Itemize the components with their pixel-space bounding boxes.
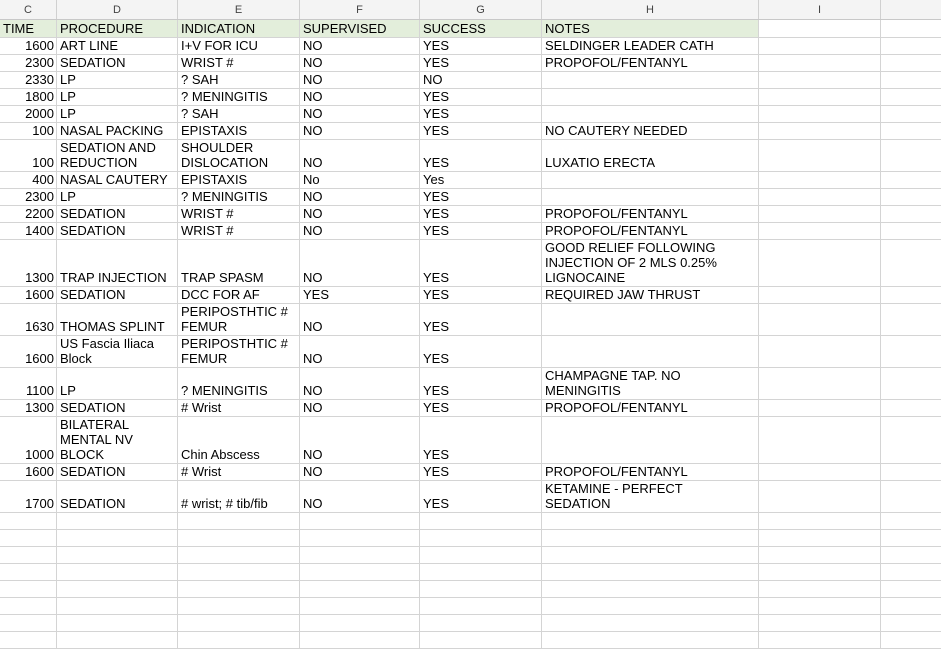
cell-success[interactable]: YES <box>420 106 542 122</box>
table-row <box>0 240 941 287</box>
cell-supervised[interactable]: NO <box>300 417 420 463</box>
cell-empty[interactable] <box>881 123 941 139</box>
cell-indication[interactable]: TRAP SPASM <box>178 240 300 286</box>
table-row <box>0 336 941 368</box>
cell-procedure[interactable]: SEDATION <box>57 481 178 512</box>
cell-empty[interactable] <box>300 564 420 580</box>
cell-empty[interactable] <box>759 223 881 239</box>
cell-empty[interactable] <box>881 20 941 37</box>
cell-supervised[interactable]: NO <box>300 206 420 222</box>
cell-indication[interactable]: PERIPOSTHTIC # FEMUR <box>178 336 300 367</box>
column-header-f[interactable]: F <box>300 0 420 19</box>
cell-time[interactable]: 1800 <box>0 89 57 105</box>
header-row <box>0 20 941 38</box>
cell-empty[interactable] <box>0 632 57 648</box>
column-header-c[interactable]: C <box>0 0 57 19</box>
cell-empty[interactable] <box>881 336 941 367</box>
table-row <box>0 72 941 89</box>
cell-procedure[interactable]: SEDATION <box>57 55 178 71</box>
column-header-bar <box>0 0 941 20</box>
cell-indication[interactable]: ? MENINGITIS <box>178 368 300 399</box>
cell-empty[interactable] <box>300 513 420 529</box>
cell-supervised[interactable]: NO <box>300 38 420 54</box>
cell-empty[interactable] <box>542 598 759 614</box>
cell-success[interactable]: Yes <box>420 172 542 188</box>
cell-time[interactable]: 2300 <box>0 189 57 205</box>
cell-grid <box>0 20 941 649</box>
empty-row <box>0 632 941 649</box>
column-header-h[interactable]: H <box>542 0 759 19</box>
cell-indication[interactable]: SHOULDER DISLOCATION <box>178 140 300 171</box>
cell-empty[interactable] <box>881 55 941 71</box>
cell-empty[interactable] <box>57 530 178 546</box>
cell-indication[interactable]: PERIPOSTHTIC # FEMUR <box>178 304 300 335</box>
cell-notes[interactable] <box>542 304 759 335</box>
cell-time[interactable]: 100 <box>0 123 57 139</box>
cell-empty[interactable] <box>881 89 941 105</box>
cell-empty[interactable] <box>178 615 300 631</box>
cell-empty[interactable] <box>542 547 759 563</box>
cell-empty[interactable] <box>178 513 300 529</box>
column-header-i[interactable]: I <box>759 0 881 19</box>
cell-notes[interactable] <box>542 336 759 367</box>
cell-procedure[interactable]: BILATERAL MENTAL NV BLOCK <box>57 417 178 463</box>
column-header-d[interactable]: D <box>57 0 178 19</box>
table-row <box>0 189 941 206</box>
cell-success[interactable]: YES <box>420 400 542 416</box>
cell-empty[interactable] <box>178 530 300 546</box>
cell-time[interactable]: 2300 <box>0 55 57 71</box>
cell-empty[interactable] <box>420 632 542 648</box>
cell-empty[interactable] <box>881 632 941 648</box>
empty-row <box>0 615 941 632</box>
cell-procedure[interactable]: SEDATION <box>57 400 178 416</box>
cell-notes[interactable]: LUXATIO ERECTA <box>542 140 759 171</box>
cell-indication[interactable]: WRIST # <box>178 206 300 222</box>
table-row <box>0 38 941 55</box>
cell-procedure[interactable]: NASAL PACKING <box>57 123 178 139</box>
cell-empty[interactable] <box>420 547 542 563</box>
column-header-j[interactable] <box>881 0 941 19</box>
cell-empty[interactable] <box>57 598 178 614</box>
cell-success[interactable]: YES <box>420 38 542 54</box>
cell-empty[interactable] <box>881 464 941 480</box>
cell-empty[interactable] <box>542 564 759 580</box>
cell-empty[interactable] <box>759 38 881 54</box>
cell-procedure[interactable]: LP <box>57 189 178 205</box>
cell-empty[interactable] <box>759 615 881 631</box>
cell-indication[interactable]: WRIST # <box>178 223 300 239</box>
cell-empty[interactable] <box>881 189 941 205</box>
cell-empty[interactable] <box>178 632 300 648</box>
cell-empty[interactable] <box>542 581 759 597</box>
cell-supervised[interactable]: No <box>300 172 420 188</box>
cell-success[interactable]: NO <box>420 72 542 88</box>
cell-empty[interactable] <box>881 598 941 614</box>
cell-empty[interactable] <box>420 598 542 614</box>
cell-time[interactable]: 1600 <box>0 287 57 303</box>
cell-notes[interactable] <box>542 417 759 463</box>
cell-time[interactable]: 1400 <box>0 223 57 239</box>
cell-success[interactable]: YES <box>420 140 542 171</box>
cell-notes[interactable]: CHAMPAGNE TAP. NO MENINGITIS <box>542 368 759 399</box>
empty-row <box>0 581 941 598</box>
cell-indication[interactable]: ? SAH <box>178 72 300 88</box>
cell-empty[interactable] <box>759 189 881 205</box>
cell-empty[interactable] <box>881 206 941 222</box>
cell-empty[interactable] <box>881 240 941 286</box>
cell-supervised[interactable]: NO <box>300 464 420 480</box>
cell-empty[interactable] <box>178 581 300 597</box>
cell-time[interactable]: 400 <box>0 172 57 188</box>
cell-empty[interactable] <box>0 564 57 580</box>
cell-empty[interactable] <box>57 632 178 648</box>
table-row <box>0 304 941 336</box>
cell-empty[interactable] <box>881 72 941 88</box>
cell-empty[interactable] <box>881 581 941 597</box>
cell-indication[interactable]: WRIST # <box>178 55 300 71</box>
cell-success[interactable]: YES <box>420 417 542 463</box>
cell-notes[interactable] <box>542 172 759 188</box>
cell-empty[interactable] <box>881 513 941 529</box>
cell-empty[interactable] <box>759 123 881 139</box>
cell-header-supervised[interactable]: SUPERVISED <box>300 20 420 37</box>
cell-empty[interactable] <box>881 547 941 563</box>
cell-empty[interactable] <box>759 368 881 399</box>
cell-empty[interactable] <box>0 598 57 614</box>
cell-time[interactable]: 1600 <box>0 38 57 54</box>
cell-empty[interactable] <box>420 615 542 631</box>
cell-empty[interactable] <box>759 464 881 480</box>
cell-procedure[interactable]: US Fascia Iliaca Block <box>57 336 178 367</box>
cell-time[interactable]: 100 <box>0 140 57 171</box>
cell-header-success[interactable]: SUCCESS <box>420 20 542 37</box>
cell-procedure[interactable]: LP <box>57 106 178 122</box>
cell-empty[interactable] <box>759 55 881 71</box>
cell-success[interactable]: YES <box>420 206 542 222</box>
cell-empty[interactable] <box>420 530 542 546</box>
cell-empty[interactable] <box>881 223 941 239</box>
cell-procedure[interactable]: TRAP INJECTION <box>57 240 178 286</box>
cell-empty[interactable] <box>881 140 941 171</box>
table-row <box>0 140 941 172</box>
cell-empty[interactable] <box>759 89 881 105</box>
cell-empty[interactable] <box>542 513 759 529</box>
table-row <box>0 172 941 189</box>
cell-empty[interactable] <box>300 632 420 648</box>
cell-notes[interactable] <box>542 72 759 88</box>
cell-notes[interactable]: GOOD RELIEF FOLLOWING INJECTION OF 2 MLS 0.25% LIGNOCAINE <box>542 240 759 286</box>
cell-supervised[interactable]: NO <box>300 223 420 239</box>
cell-empty[interactable] <box>759 598 881 614</box>
cell-procedure[interactable]: LP <box>57 72 178 88</box>
cell-empty[interactable] <box>759 287 881 303</box>
cell-procedure[interactable]: THOMAS SPLINT <box>57 304 178 335</box>
table-row <box>0 417 941 464</box>
cell-procedure[interactable]: SEDATION <box>57 287 178 303</box>
table-row <box>0 206 941 223</box>
cell-empty[interactable] <box>57 581 178 597</box>
cell-notes[interactable]: PROPOFOL/FENTANYL <box>542 400 759 416</box>
cell-empty[interactable] <box>881 481 941 512</box>
cell-empty[interactable] <box>542 530 759 546</box>
table-row <box>0 223 941 240</box>
cell-indication[interactable]: EPISTAXIS <box>178 123 300 139</box>
table-row <box>0 106 941 123</box>
cell-procedure[interactable]: LP <box>57 368 178 399</box>
cell-indication[interactable]: ? MENINGITIS <box>178 89 300 105</box>
cell-time[interactable]: 1700 <box>0 481 57 512</box>
table-row <box>0 123 941 140</box>
cell-notes[interactable]: PROPOFOL/FENTANYL <box>542 55 759 71</box>
cell-success[interactable]: YES <box>420 287 542 303</box>
cell-indication[interactable]: EPISTAXIS <box>178 172 300 188</box>
cell-notes[interactable] <box>542 106 759 122</box>
table-row <box>0 400 941 417</box>
cell-empty[interactable] <box>881 304 941 335</box>
cell-notes[interactable]: PROPOFOL/FENTANYL <box>542 206 759 222</box>
cell-success[interactable]: YES <box>420 481 542 512</box>
cell-empty[interactable] <box>0 615 57 631</box>
column-header-g[interactable]: G <box>420 0 542 19</box>
cell-time[interactable]: 1600 <box>0 464 57 480</box>
cell-supervised[interactable]: NO <box>300 400 420 416</box>
cell-supervised[interactable]: NO <box>300 189 420 205</box>
cell-notes[interactable]: PROPOFOL/FENTANYL <box>542 464 759 480</box>
cell-empty[interactable] <box>881 417 941 463</box>
cell-notes[interactable] <box>542 189 759 205</box>
cell-procedure[interactable]: SEDATION <box>57 206 178 222</box>
column-header-e[interactable]: E <box>178 0 300 19</box>
cell-success[interactable]: YES <box>420 368 542 399</box>
cell-success[interactable]: YES <box>420 123 542 139</box>
cell-supervised[interactable]: NO <box>300 72 420 88</box>
cell-time[interactable]: 1600 <box>0 336 57 367</box>
cell-success[interactable]: YES <box>420 304 542 335</box>
cell-supervised[interactable]: NO <box>300 89 420 105</box>
cell-supervised[interactable]: NO <box>300 140 420 171</box>
cell-empty[interactable] <box>57 615 178 631</box>
cell-procedure[interactable]: ART LINE <box>57 38 178 54</box>
cell-time[interactable]: 1100 <box>0 368 57 399</box>
empty-row <box>0 547 941 564</box>
cell-header-indication[interactable]: INDICATION <box>178 20 300 37</box>
cell-empty[interactable] <box>881 530 941 546</box>
cell-empty[interactable] <box>881 400 941 416</box>
cell-procedure[interactable]: NASAL CAUTERY <box>57 172 178 188</box>
cell-procedure[interactable]: SEDATION <box>57 464 178 480</box>
cell-header-notes[interactable]: NOTES <box>542 20 759 37</box>
cell-empty[interactable] <box>542 632 759 648</box>
cell-empty[interactable] <box>759 304 881 335</box>
cell-supervised[interactable]: NO <box>300 123 420 139</box>
cell-time[interactable]: 1300 <box>0 240 57 286</box>
cell-indication[interactable]: ? SAH <box>178 106 300 122</box>
cell-empty[interactable] <box>759 632 881 648</box>
table-row <box>0 481 941 513</box>
cell-empty[interactable] <box>759 547 881 563</box>
cell-time[interactable]: 1000 <box>0 417 57 463</box>
cell-empty[interactable] <box>300 530 420 546</box>
cell-notes[interactable]: SELDINGER LEADER CATH <box>542 38 759 54</box>
cell-success[interactable]: YES <box>420 240 542 286</box>
table-row <box>0 287 941 304</box>
cell-empty[interactable] <box>759 400 881 416</box>
cell-success[interactable]: YES <box>420 336 542 367</box>
table-row <box>0 368 941 400</box>
cell-empty[interactable] <box>542 615 759 631</box>
cell-empty[interactable] <box>881 615 941 631</box>
cell-empty[interactable] <box>420 581 542 597</box>
cell-empty[interactable] <box>759 530 881 546</box>
cell-time[interactable]: 1630 <box>0 304 57 335</box>
cell-empty[interactable] <box>0 530 57 546</box>
cell-supervised[interactable]: YES <box>300 287 420 303</box>
cell-empty[interactable] <box>759 481 881 512</box>
cell-notes[interactable]: NO CAUTERY NEEDED <box>542 123 759 139</box>
cell-empty[interactable] <box>759 72 881 88</box>
cell-empty[interactable] <box>881 287 941 303</box>
cell-supervised[interactable]: NO <box>300 55 420 71</box>
cell-header-time[interactable]: TIME <box>0 20 57 37</box>
cell-time[interactable]: 2200 <box>0 206 57 222</box>
cell-empty[interactable] <box>881 564 941 580</box>
empty-row <box>0 598 941 615</box>
empty-row <box>0 564 941 581</box>
cell-supervised[interactable]: NO <box>300 304 420 335</box>
cell-empty[interactable] <box>881 368 941 399</box>
cell-indication[interactable]: DCC FOR AF <box>178 287 300 303</box>
table-row <box>0 55 941 72</box>
cell-empty[interactable] <box>178 598 300 614</box>
cell-success[interactable]: YES <box>420 223 542 239</box>
cell-empty[interactable] <box>0 513 57 529</box>
cell-empty[interactable] <box>759 240 881 286</box>
table-row <box>0 89 941 106</box>
cell-success[interactable]: YES <box>420 464 542 480</box>
cell-notes[interactable]: KETAMINE - PERFECT SEDATION <box>542 481 759 512</box>
cell-notes[interactable]: PROPOFOL/FENTANYL <box>542 223 759 239</box>
cell-empty[interactable] <box>0 547 57 563</box>
cell-empty[interactable] <box>759 513 881 529</box>
cell-empty[interactable] <box>57 564 178 580</box>
cell-empty[interactable] <box>759 581 881 597</box>
cell-empty[interactable] <box>881 38 941 54</box>
cell-empty[interactable] <box>178 547 300 563</box>
cell-procedure[interactable]: SEDATION <box>57 223 178 239</box>
cell-supervised[interactable]: NO <box>300 106 420 122</box>
cell-supervised[interactable]: NO <box>300 368 420 399</box>
cell-empty[interactable] <box>300 598 420 614</box>
cell-empty[interactable] <box>759 206 881 222</box>
cell-indication[interactable]: # Wrist <box>178 464 300 480</box>
table-row <box>0 464 941 481</box>
cell-empty[interactable] <box>881 172 941 188</box>
cell-indication[interactable]: ? MENINGITIS <box>178 189 300 205</box>
cell-time[interactable]: 1300 <box>0 400 57 416</box>
cell-time[interactable]: 2330 <box>0 72 57 88</box>
cell-indication[interactable]: I+V FOR ICU <box>178 38 300 54</box>
cell-empty[interactable] <box>420 513 542 529</box>
empty-row <box>0 513 941 530</box>
cell-notes[interactable] <box>542 89 759 105</box>
cell-notes[interactable]: REQUIRED JAW THRUST <box>542 287 759 303</box>
cell-empty[interactable] <box>57 547 178 563</box>
cell-indication[interactable]: # wrist; # tib/fib <box>178 481 300 512</box>
cell-procedure[interactable]: SEDATION AND REDUCTION <box>57 140 178 171</box>
cell-success[interactable]: YES <box>420 55 542 71</box>
empty-row <box>0 530 941 547</box>
cell-empty[interactable] <box>57 513 178 529</box>
cell-indication[interactable]: # Wrist <box>178 400 300 416</box>
cell-empty[interactable] <box>300 581 420 597</box>
cell-empty[interactable] <box>0 581 57 597</box>
cell-supervised[interactable]: NO <box>300 336 420 367</box>
cell-empty[interactable] <box>759 140 881 171</box>
cell-empty[interactable] <box>759 20 881 37</box>
cell-empty[interactable] <box>759 417 881 463</box>
cell-supervised[interactable]: NO <box>300 240 420 286</box>
cell-indication[interactable]: Chin Abscess <box>178 417 300 463</box>
cell-empty[interactable] <box>178 564 300 580</box>
cell-empty[interactable] <box>300 547 420 563</box>
cell-procedure[interactable]: LP <box>57 89 178 105</box>
cell-time[interactable]: 2000 <box>0 106 57 122</box>
cell-empty[interactable] <box>759 172 881 188</box>
cell-empty[interactable] <box>300 615 420 631</box>
cell-empty[interactable] <box>759 336 881 367</box>
cell-empty[interactable] <box>420 564 542 580</box>
cell-supervised[interactable]: NO <box>300 481 420 512</box>
cell-success[interactable]: YES <box>420 89 542 105</box>
cell-empty[interactable] <box>881 106 941 122</box>
cell-empty[interactable] <box>759 106 881 122</box>
cell-empty[interactable] <box>759 564 881 580</box>
cell-header-procedure[interactable]: PROCEDURE <box>57 20 178 37</box>
cell-success[interactable]: YES <box>420 189 542 205</box>
